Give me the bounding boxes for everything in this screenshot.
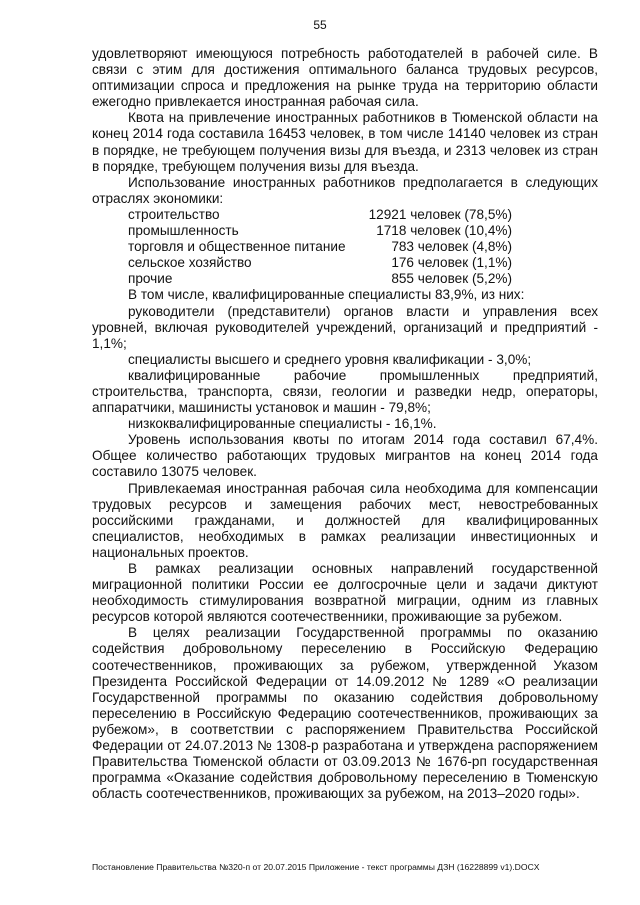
sector-row [92, 271, 598, 287]
paragraph: В том числе, квалифицированные специалисты 83,9%, из них: [128, 287, 525, 303]
paragraph: специалисты высшего и среднего уровня квалификации - 3,0%; [128, 351, 532, 367]
paragraph: В рамках реализации основных направлений государственной миграционной политики России ее долгосрочные цели и задачи диктуют необходимость стимулирования возвратной миграции, одним из главных ресурсов которой являются соотечественники, проживающие за рубежом. [92, 561, 598, 625]
paragraphs-after-list [92, 287, 598, 802]
sector-count: 783 человек (4,8%) [391, 239, 512, 255]
paragraph: Квота на привлечение иностранных работников в Тюменской области на конец 2014 года составила 16453 человек, в том числе 14140 человек из стран в порядке, не требующем получения визы для въезда, и 2313 человек из стран в порядке, требующем получения визы для въезда. [92, 110, 598, 174]
sector-name: сельское хозяйство [128, 255, 252, 271]
sector-name: торговля и общественное питание [128, 239, 346, 255]
paragraph: Привлекаемая иностранная рабочая сила необходима для компенсации трудовых ресурсов и замещения рабочих мест, невостребованных российскими гражданами, и должностей для квалифицированных специалистов, необходимых в рамках реализации инвестиционных и национальных проектов. [92, 480, 598, 560]
document-footer: Постановление Правительства №320-п от 20.07.2015 Приложение - текст программы ДЗН (16228899 v1).DOCX [92, 862, 540, 872]
sector-row [92, 239, 598, 255]
sector-list [92, 207, 598, 287]
paragraph: удовлетворяют имеющуюся потребность работодателей в рабочей силе. В связи с этим для достижения оптимального баланса трудовых ресурсов, оптимизации спроса и предложения на рынке труда на территорию области ежегодно привлекается иностранная рабочая сила. [92, 46, 598, 110]
paragraph: низкоквалифицированные специалисты - 16,1%. [128, 416, 437, 432]
paragraph: квалифицированные рабочие промышленных предприятий, строительства, транспорта, связи, геологии и разведки недр, операторы, аппаратчики, машинисты установок и машин - 79,8%; [92, 367, 598, 416]
sector-count: 176 человек (1,1%) [391, 255, 512, 271]
sector-row [92, 255, 598, 271]
sector-name: прочие [128, 271, 173, 287]
paragraph: руководители (представители) органов власти и управления всех уровней, включая руководителей учреждений, организаций и предприятий - 1,1%; [92, 303, 598, 351]
sector-row [92, 223, 598, 239]
sector-count: 12921 человек (78,5%) [368, 206, 512, 222]
paragraphs-before-list [92, 46, 598, 207]
page-number: 55 [313, 18, 327, 32]
paragraph: Уровень использования квоты по итогам 2014 года составил 67,4%. Общее количество работающих трудовых мигрантов на конец 2014 года составило 13075 человек. [92, 432, 598, 480]
paragraph: В целях реализации Государственной программы по оказанию содействия добровольному переселению в Российскую Федерацию соотечественников, проживающих за рубежом, утвержденной Указом Президента Российской Федерации от 14.09.2012 № 1289 «О реализации Государственной программы по оказанию содействия добровольному переселению в Российскую Федерацию соотечественников, проживающих за рубежом», в соответствии с распоряжением Правительства Российской Федерации от 24.07.2013 № 1308-р разработана и утверждена распоряжением Правительства Тюменской области от 03.09.2013 № 1676-рп государственная программа «Оказание содействия добровольному переселению в Тюменскую область соотечественников, проживающих за рубежом, на 2013–2020 годы». [92, 625, 598, 802]
sector-name: промышленность [128, 223, 239, 239]
sector-row [92, 207, 598, 223]
sector-name: строительство [128, 206, 220, 222]
sector-count: 1718 человек (10,4%) [376, 223, 512, 239]
paragraph: Использование иностранных работников предполагается в следующих отраслях экономики: [92, 174, 598, 206]
document-body [92, 46, 598, 802]
sector-count: 855 человек (5,2%) [391, 271, 512, 287]
